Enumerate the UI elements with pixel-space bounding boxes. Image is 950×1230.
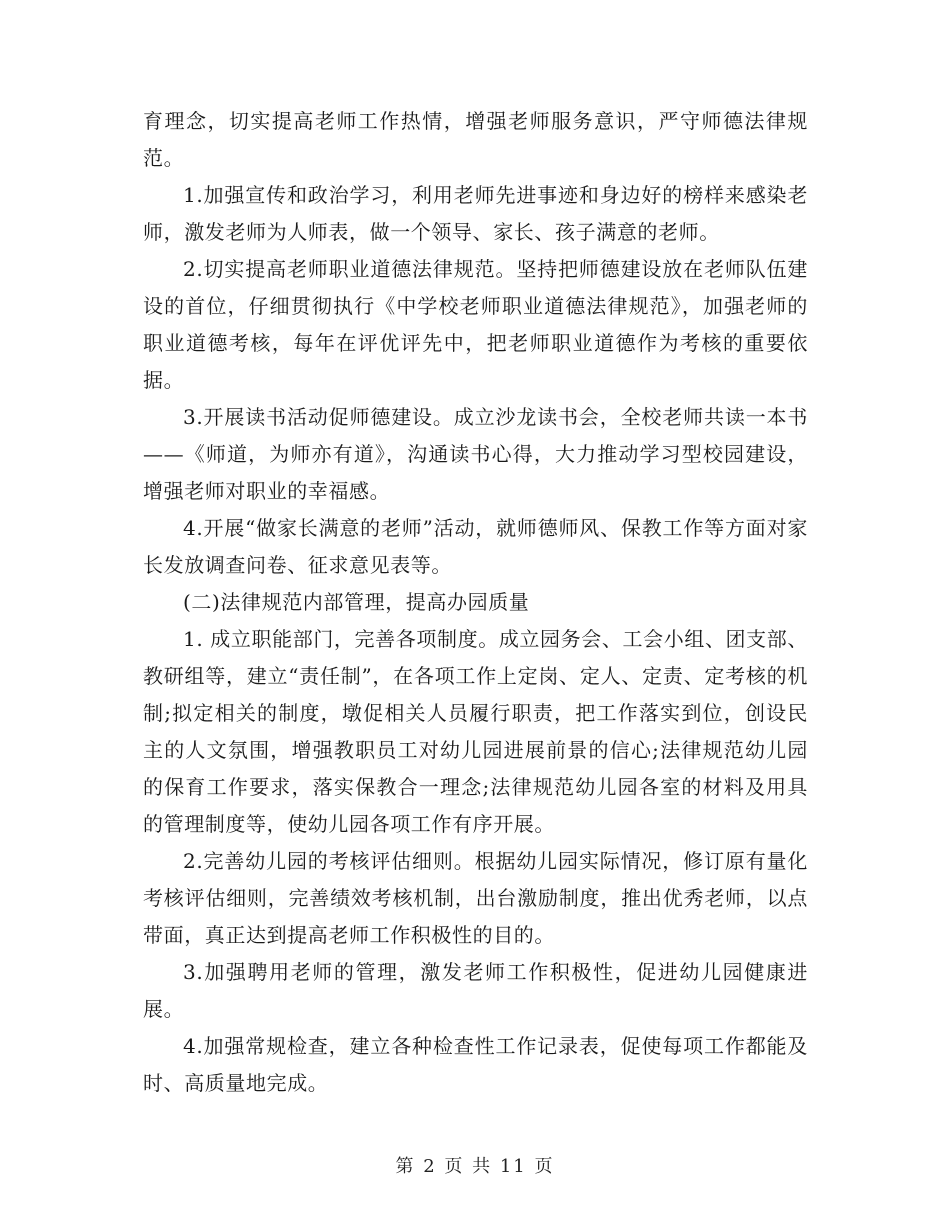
paragraph: 2.切实提高老师职业道德法律规范。坚持把师德建设放在老师队伍建设的首位，仔细贯彻执行《中学校老师职业道德法律规范》，加强老师的职业道德考核，每年在评优评先中，把老师职业道德作为考核的重要依据。 <box>143 257 808 392</box>
page-number-label: 第 2 页 共 11 页 <box>395 1156 555 1177</box>
paragraph: 4.开展“做家长满意的老师”活动，就师德师风、保教工作等方面对家长发放调查问卷、征求意见表等。 <box>143 516 808 577</box>
page-footer <box>0 1152 950 1178</box>
paragraph: 3.加强聘用老师的管理，激发老师工作积极性，促进幼儿园健康进展。 <box>143 960 808 1021</box>
paragraph: 2.完善幼儿园的考核评估细则。根据幼儿园实际情况，修订原有量化考核评估细则，完善绩效考核机制，出台激励制度，推出优秀老师，以点带面，真正达到提高老师工作积极性的目的。 <box>143 849 808 947</box>
section-heading: (二)法律规范内部管理，提高办园质量 <box>183 590 530 614</box>
paragraph: 3.开展读书活动促师德建设。成立沙龙读书会，全校老师共读一本书——《师道，为师亦有道》，沟通读书心得，大力推动学习型校园建设，增强老师对职业的幸福感。 <box>143 405 808 503</box>
paragraph: 4.加强常规检查，建立各种检查性工作记录表，促使每项工作都能及时、高质量地完成。 <box>143 1034 808 1095</box>
paragraph: 育理念，切实提高老师工作热情，增强老师服务意识，严守师德法律规范。 <box>143 109 808 170</box>
document-body <box>143 103 808 1102</box>
paragraph: 1. 成立职能部门，完善各项制度。成立园务会、工会小组、团支部、教研组等，建立“责任制”，在各项工作上定岗、定人、定责、定考核的机制;拟定相关的制度，墩促相关人员履行职责，把工作落实到位，创设民主的人文氛围，增强教职员工对幼儿园进展前景的信心;法律规范幼儿园的保育工作要求，落实保教合一理念;法律规范幼儿园各室的材料及用具的管理制度等，使幼儿园各项工作有序开展。 <box>143 627 808 836</box>
paragraph: 1.加强宣传和政治学习，利用老师先进事迹和身边好的榜样来感染老师，激发老师为人师表，做一个领导、家长、孩子满意的老师。 <box>143 183 808 244</box>
